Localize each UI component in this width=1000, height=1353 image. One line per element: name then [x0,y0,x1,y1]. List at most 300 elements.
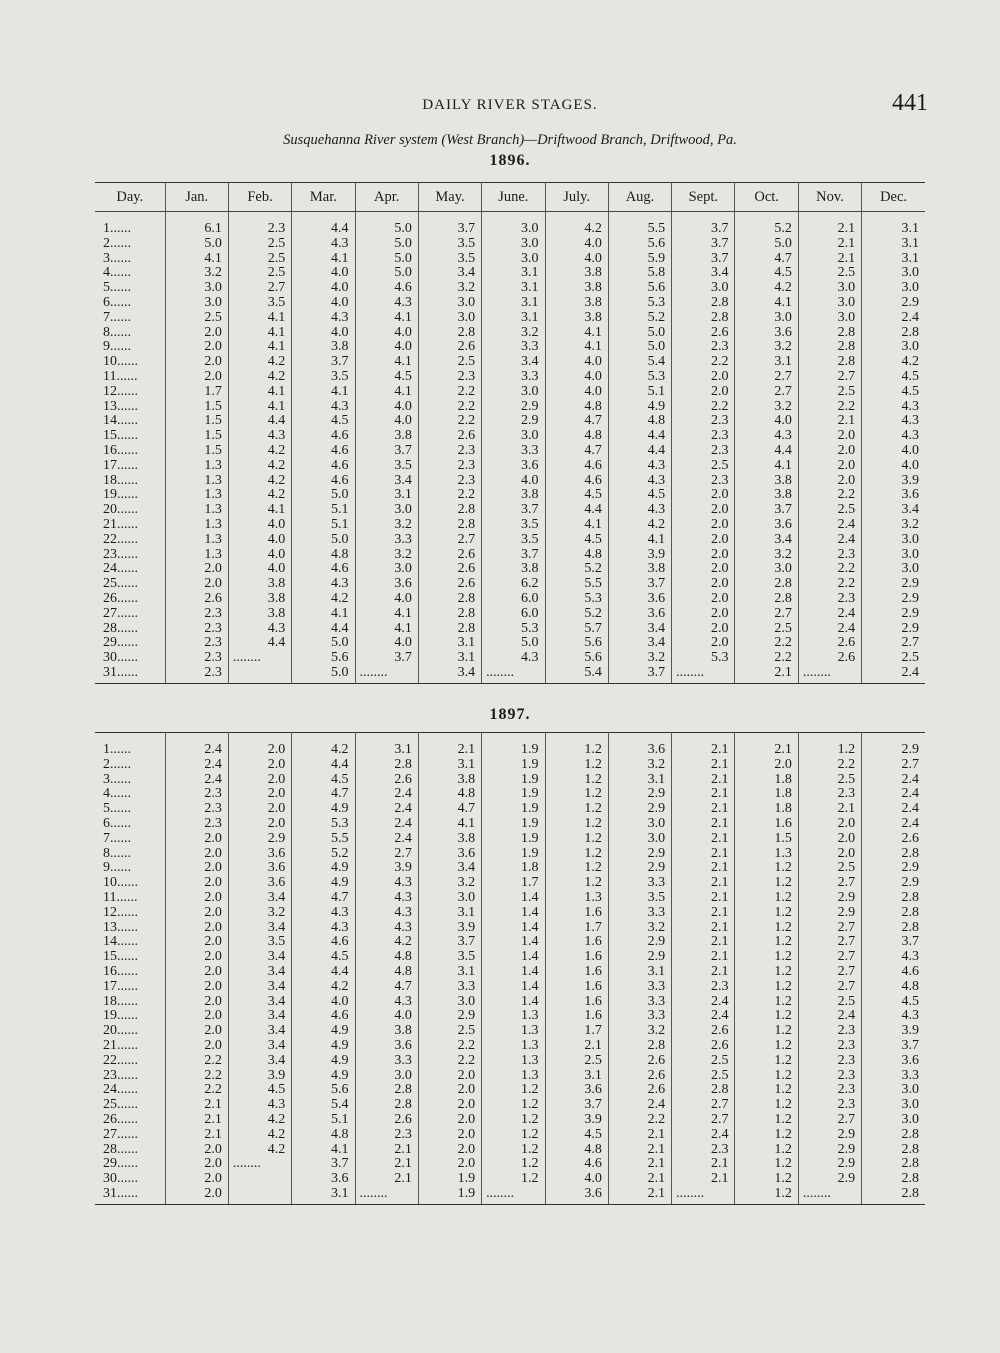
stage-value: 2.9 [798,1157,861,1172]
stage-value: 1.2 [735,1187,798,1204]
stage-value: 1.6 [545,935,608,950]
stage-value: 2.8 [862,847,925,862]
stage-value: 2.9 [862,861,925,876]
stage-value: 1.2 [545,876,608,891]
stage-value: 1.6 [545,965,608,980]
stage-value: 3.7 [672,237,735,252]
stage-value: 4.8 [608,414,671,429]
stage-value: 2.0 [672,548,735,563]
stage-value: 3.0 [862,1098,925,1113]
stage-value: 2.0 [228,733,291,758]
stage-value: 1.3 [165,503,228,518]
stage-value: 4.9 [292,1069,355,1084]
stage-value: 2.0 [165,1024,228,1039]
day-label: 20...... [103,502,138,518]
stage-value: 2.5 [798,385,861,400]
stage-value: 3.0 [608,832,671,847]
stage-value: 3.6 [735,518,798,533]
stage-value: 2.5 [798,773,861,788]
stage-value: 2.0 [228,787,291,802]
stage-value: 4.9 [292,802,355,817]
stage-value: 3.7 [862,1039,925,1054]
stage-value: 4.0 [292,281,355,296]
stage-value: 5.2 [292,847,355,862]
stage-value: 4.3 [355,921,418,936]
stage-value: 3.4 [228,1039,291,1054]
stage-value: 1.3 [165,474,228,489]
stage-value: 2.6 [608,1054,671,1069]
stage-value: 3.4 [608,622,671,637]
stage-value: 4.3 [735,429,798,444]
stage-value: 1.6 [545,950,608,965]
stage-value: 2.4 [798,607,861,622]
stage-value: 5.0 [292,533,355,548]
stage-value: 3.4 [608,636,671,651]
stage-value: 1.6 [545,995,608,1010]
stage-value: 4.9 [292,876,355,891]
stage-value: 3.1 [418,965,481,980]
stage-value: 2.8 [862,326,925,341]
stage-value: 3.3 [608,906,671,921]
stage-value: 1.2 [735,935,798,950]
stage-value: 2.0 [418,1157,481,1172]
table-row [95,474,925,489]
stage-value: 2.5 [672,1069,735,1084]
stage-value: 4.2 [228,474,291,489]
stage-value: 3.8 [355,1024,418,1039]
stage-value: 4.6 [292,935,355,950]
column-header-month: Nov. [798,183,861,212]
table-row [95,577,925,592]
stage-value: 3.0 [798,311,861,326]
stage-value: 2.2 [165,1069,228,1084]
stage-value: 2.3 [165,787,228,802]
table-row [95,787,925,802]
stage-value: 3.4 [228,950,291,965]
stage-value: 4.0 [292,296,355,311]
day-label: 5...... [103,801,131,817]
stage-value: 1.2 [545,861,608,876]
stage-value: 2.6 [798,651,861,666]
stage-value: ........ [355,1187,418,1204]
stage-value: 4.6 [292,444,355,459]
stage-value: 1.2 [482,1113,545,1128]
stage-value: 3.5 [482,533,545,548]
stage-value: 2.0 [165,995,228,1010]
day-label: 8...... [103,845,131,861]
stage-value: 1.2 [482,1143,545,1158]
stage-value: 2.3 [418,444,481,459]
table-row [95,1172,925,1187]
stage-value: 2.6 [608,1069,671,1084]
stage-value: 2.9 [798,906,861,921]
stage-value: 4.0 [482,474,545,489]
stage-value: 2.6 [418,548,481,563]
stage-value: 2.7 [862,758,925,773]
stage-value: 2.4 [672,995,735,1010]
stage-value: 4.0 [545,355,608,370]
stage-value: 2.3 [798,1054,861,1069]
stage-value: 1.2 [735,921,798,936]
stage-value: 3.4 [862,503,925,518]
stage-value: ........ [672,1187,735,1204]
stage-value: 3.7 [735,503,798,518]
stage-value: 5.6 [608,237,671,252]
stage-value: 2.1 [672,921,735,936]
stage-value: 2.2 [418,1039,481,1054]
stage-value: 2.1 [798,252,861,267]
stage-value: 2.0 [418,1083,481,1098]
column-header-day: Day. [95,183,165,212]
table-row [95,651,925,666]
stage-value: 2.4 [672,1128,735,1143]
stage-value: 2.2 [608,1113,671,1128]
day-label: 22...... [103,1052,138,1068]
stage-value: 3.5 [418,237,481,252]
stage-value: 3.4 [672,266,735,281]
stage-value: 3.2 [862,518,925,533]
page-number: 441 [892,90,928,116]
running-title: DAILY RIVER STAGES. [422,97,598,113]
stage-value: 3.0 [482,212,545,237]
stage-value: 4.0 [292,326,355,341]
stage-value: 1.5 [165,429,228,444]
stage-value: 2.5 [798,266,861,281]
stage-value: 1.2 [735,861,798,876]
table-row [95,459,925,474]
stage-value: 3.0 [418,995,481,1010]
stage-value: 4.3 [355,876,418,891]
stage-value: 4.7 [292,891,355,906]
stage-value: 4.1 [292,607,355,622]
table-row [95,533,925,548]
stage-value: 3.7 [355,444,418,459]
stage-value: 4.2 [228,370,291,385]
stage-value: 5.4 [545,666,608,683]
stage-value: 1.4 [482,995,545,1010]
stage-value: 1.2 [545,817,608,832]
stage-value: 2.0 [672,518,735,533]
stage-value: 2.0 [672,622,735,637]
stage-value: 2.9 [482,414,545,429]
stage-value: 2.0 [672,607,735,622]
stage-value: 3.4 [735,533,798,548]
day-label: 11...... [103,889,138,905]
stage-value: 4.5 [355,370,418,385]
stage-value: 5.0 [482,636,545,651]
stage-value: 2.3 [418,459,481,474]
column-header-month: July. [545,183,608,212]
stage-value: 4.3 [292,237,355,252]
stage-value: 4.4 [545,503,608,518]
day-label: 27...... [103,1126,138,1142]
stage-value: 5.2 [735,212,798,237]
table-row [95,832,925,847]
stage-value: 1.2 [482,1172,545,1187]
stage-value: 2.1 [355,1172,418,1187]
stage-value: 4.1 [228,385,291,400]
stage-value: 1.7 [545,1024,608,1039]
stage-value: 2.4 [355,832,418,847]
day-label: 17...... [103,457,138,473]
stage-value: 1.2 [545,802,608,817]
stage-value: 2.9 [862,622,925,637]
stage-value: 2.6 [862,832,925,847]
stage-value: 2.1 [798,802,861,817]
stage-value: 2.9 [798,1128,861,1143]
table-row [95,636,925,651]
stage-value: 2.0 [165,980,228,995]
stage-value: 3.4 [228,1009,291,1024]
stage-value: 4.2 [545,212,608,237]
day-label: 19...... [103,1008,138,1024]
stage-value: 5.6 [292,1083,355,1098]
day-label: 23...... [103,1067,138,1083]
stage-value: 2.9 [798,1143,861,1158]
stage-value: 4.6 [292,474,355,489]
stage-value: 2.1 [545,1039,608,1054]
stage-value: 4.0 [228,533,291,548]
stage-value: 2.2 [735,636,798,651]
stage-value: 2.9 [862,592,925,607]
stage-value: 2.0 [165,876,228,891]
stage-value: 3.5 [418,252,481,267]
stage-value: 1.2 [735,1172,798,1187]
stage-value: 1.2 [545,733,608,758]
stage-value: 2.8 [418,326,481,341]
stage-value: 3.9 [418,921,481,936]
stage-value: 1.2 [482,1083,545,1098]
day-label: 13...... [103,398,138,414]
stage-value: 4.0 [355,1009,418,1024]
stage-value: 2.0 [165,965,228,980]
table-row [95,296,925,311]
stage-value: 2.1 [608,1128,671,1143]
day-label: 22...... [103,531,138,547]
stage-value: 2.3 [798,1024,861,1039]
stage-value: 2.2 [798,400,861,415]
stage-value: 4.4 [292,965,355,980]
stage-value: 3.6 [862,1054,925,1069]
stage-value: 3.1 [608,965,671,980]
stage-value: 2.5 [228,237,291,252]
stage-value: 2.0 [672,385,735,400]
day-label: 1...... [103,221,131,236]
stage-value: 1.6 [545,906,608,921]
stage-value: 4.1 [228,326,291,341]
stage-value: 2.5 [165,311,228,326]
stage-value: 4.2 [292,592,355,607]
stage-value: 4.3 [292,311,355,326]
stage-value: 4.1 [355,355,418,370]
stage-value: 3.0 [165,281,228,296]
stage-value: 3.3 [608,980,671,995]
stage-value: 2.8 [798,355,861,370]
stage-value: 5.2 [545,562,608,577]
stage-value: 2.6 [418,340,481,355]
stage-value: 3.6 [545,1083,608,1098]
stage-value: 3.9 [228,1069,291,1084]
table-row [95,326,925,341]
year-heading-1896: 1896. [489,152,531,169]
table-row [95,1143,925,1158]
stage-value: 2.4 [165,733,228,758]
stage-value: 3.8 [545,266,608,281]
stage-value: 2.1 [672,787,735,802]
stage-value: 3.6 [292,1172,355,1187]
stage-value: 3.1 [608,773,671,788]
stage-value: 1.2 [735,965,798,980]
stage-value: 5.1 [608,385,671,400]
stage-value: 2.4 [355,802,418,817]
stage-value: 5.3 [608,296,671,311]
day-label: 25...... [103,1097,138,1113]
stage-value: 2.6 [672,1024,735,1039]
stage-value: 2.5 [862,651,925,666]
stage-value: 2.1 [672,773,735,788]
stage-value: 4.0 [355,414,418,429]
stage-value: 3.2 [418,876,481,891]
stage-value: 2.8 [418,607,481,622]
stage-value: 1.3 [482,1039,545,1054]
stage-value: 3.6 [482,459,545,474]
stage-value: 2.0 [672,577,735,592]
day-label: 3...... [103,250,131,266]
stage-value: 4.1 [228,340,291,355]
stage-value: 5.3 [545,592,608,607]
stage-value: 3.6 [418,847,481,862]
stage-value: 4.2 [228,444,291,459]
stage-value: 3.0 [862,340,925,355]
stage-value: 3.9 [355,861,418,876]
day-label: 7...... [103,830,131,846]
table-row [95,1157,925,1172]
day-label: 4...... [103,786,131,802]
stage-value: 2.7 [672,1113,735,1128]
day-label: 21...... [103,516,138,532]
stage-value: 4.4 [228,636,291,651]
stage-value: 2.9 [228,832,291,847]
table-row [95,340,925,355]
stage-value: 4.3 [355,891,418,906]
table-row [95,1098,925,1113]
table-row [95,355,925,370]
table-row [95,1083,925,1098]
stage-value: 3.0 [482,237,545,252]
stage-value: 2.0 [165,847,228,862]
stage-value: 3.0 [862,1083,925,1098]
stage-value: 2.4 [798,1009,861,1024]
stage-value: 3.7 [292,355,355,370]
table-row [95,995,925,1010]
stage-value: 3.1 [482,266,545,281]
stage-value: 3.4 [228,1024,291,1039]
stage-value: 2.8 [798,326,861,341]
stage-value: 1.6 [735,817,798,832]
stage-value: 4.5 [292,773,355,788]
stage-value: ........ [482,1187,545,1204]
table-row [95,802,925,817]
stage-value: 3.6 [545,1187,608,1204]
stage-value: 2.9 [798,891,861,906]
stage-value: 4.3 [355,906,418,921]
stage-value: 2.5 [228,252,291,267]
stage-value: 2.1 [672,847,735,862]
table-row [95,1113,925,1128]
stage-value: 5.5 [608,212,671,237]
stage-value: 2.8 [672,311,735,326]
stage-value: 2.2 [165,1083,228,1098]
stage-value: 3.4 [228,1054,291,1069]
day-label: 6...... [103,815,131,831]
stage-value: 5.4 [292,1098,355,1113]
stage-value: 4.1 [545,518,608,533]
stage-value: 3.8 [735,488,798,503]
stage-value: 3.4 [355,474,418,489]
stage-value: 4.8 [545,400,608,415]
stage-value: 4.1 [228,400,291,415]
stage-value: 3.7 [672,252,735,267]
stage-value: 2.1 [672,876,735,891]
stage-value: 3.0 [798,296,861,311]
stage-value: 1.3 [735,847,798,862]
stage-value: 2.1 [672,965,735,980]
stage-value: 3.8 [228,592,291,607]
stage-value: 2.2 [418,488,481,503]
stage-value: 2.4 [862,773,925,788]
stage-value: 5.2 [608,311,671,326]
stage-value: 2.0 [798,817,861,832]
stage-value: 3.4 [228,980,291,995]
stage-value: 2.1 [355,1143,418,1158]
stage-value: 3.8 [228,607,291,622]
column-header-month: June. [482,183,545,212]
stage-value: 4.1 [355,311,418,326]
stage-value: 1.2 [735,1009,798,1024]
stage-value: 2.9 [608,847,671,862]
stage-value: 2.0 [165,1143,228,1158]
stage-value: 4.1 [608,533,671,548]
stage-value: 4.1 [545,340,608,355]
stage-value: 3.4 [228,921,291,936]
stage-value: 3.1 [862,237,925,252]
stage-value: 2.1 [165,1128,228,1143]
stage-value: 2.0 [798,444,861,459]
stage-value: ........ [355,666,418,683]
stage-value: 2.0 [165,1009,228,1024]
stage-value: 3.0 [862,548,925,563]
stage-value: 3.0 [735,562,798,577]
stage-value: 3.3 [355,533,418,548]
stage-value: 4.5 [862,385,925,400]
table-row [95,1054,925,1069]
table-row [95,548,925,563]
table-subtitle: Susquehanna River system (West Branch)—Driftwood Branch, Driftwood, Pa. [283,132,737,148]
stage-value: 2.8 [735,592,798,607]
stage-value: 1.2 [735,1054,798,1069]
day-label: 1...... [103,742,131,757]
stage-value: 3.1 [418,636,481,651]
stage-value: 2.3 [672,444,735,459]
day-label: 3...... [103,771,131,787]
table-row [95,237,925,252]
stage-value: 4.9 [292,1054,355,1069]
stage-value: 2.0 [165,1039,228,1054]
stage-value: 3.4 [418,266,481,281]
stage-value: 2.0 [228,758,291,773]
day-label: 9...... [103,860,131,876]
stage-value: 3.6 [608,592,671,607]
